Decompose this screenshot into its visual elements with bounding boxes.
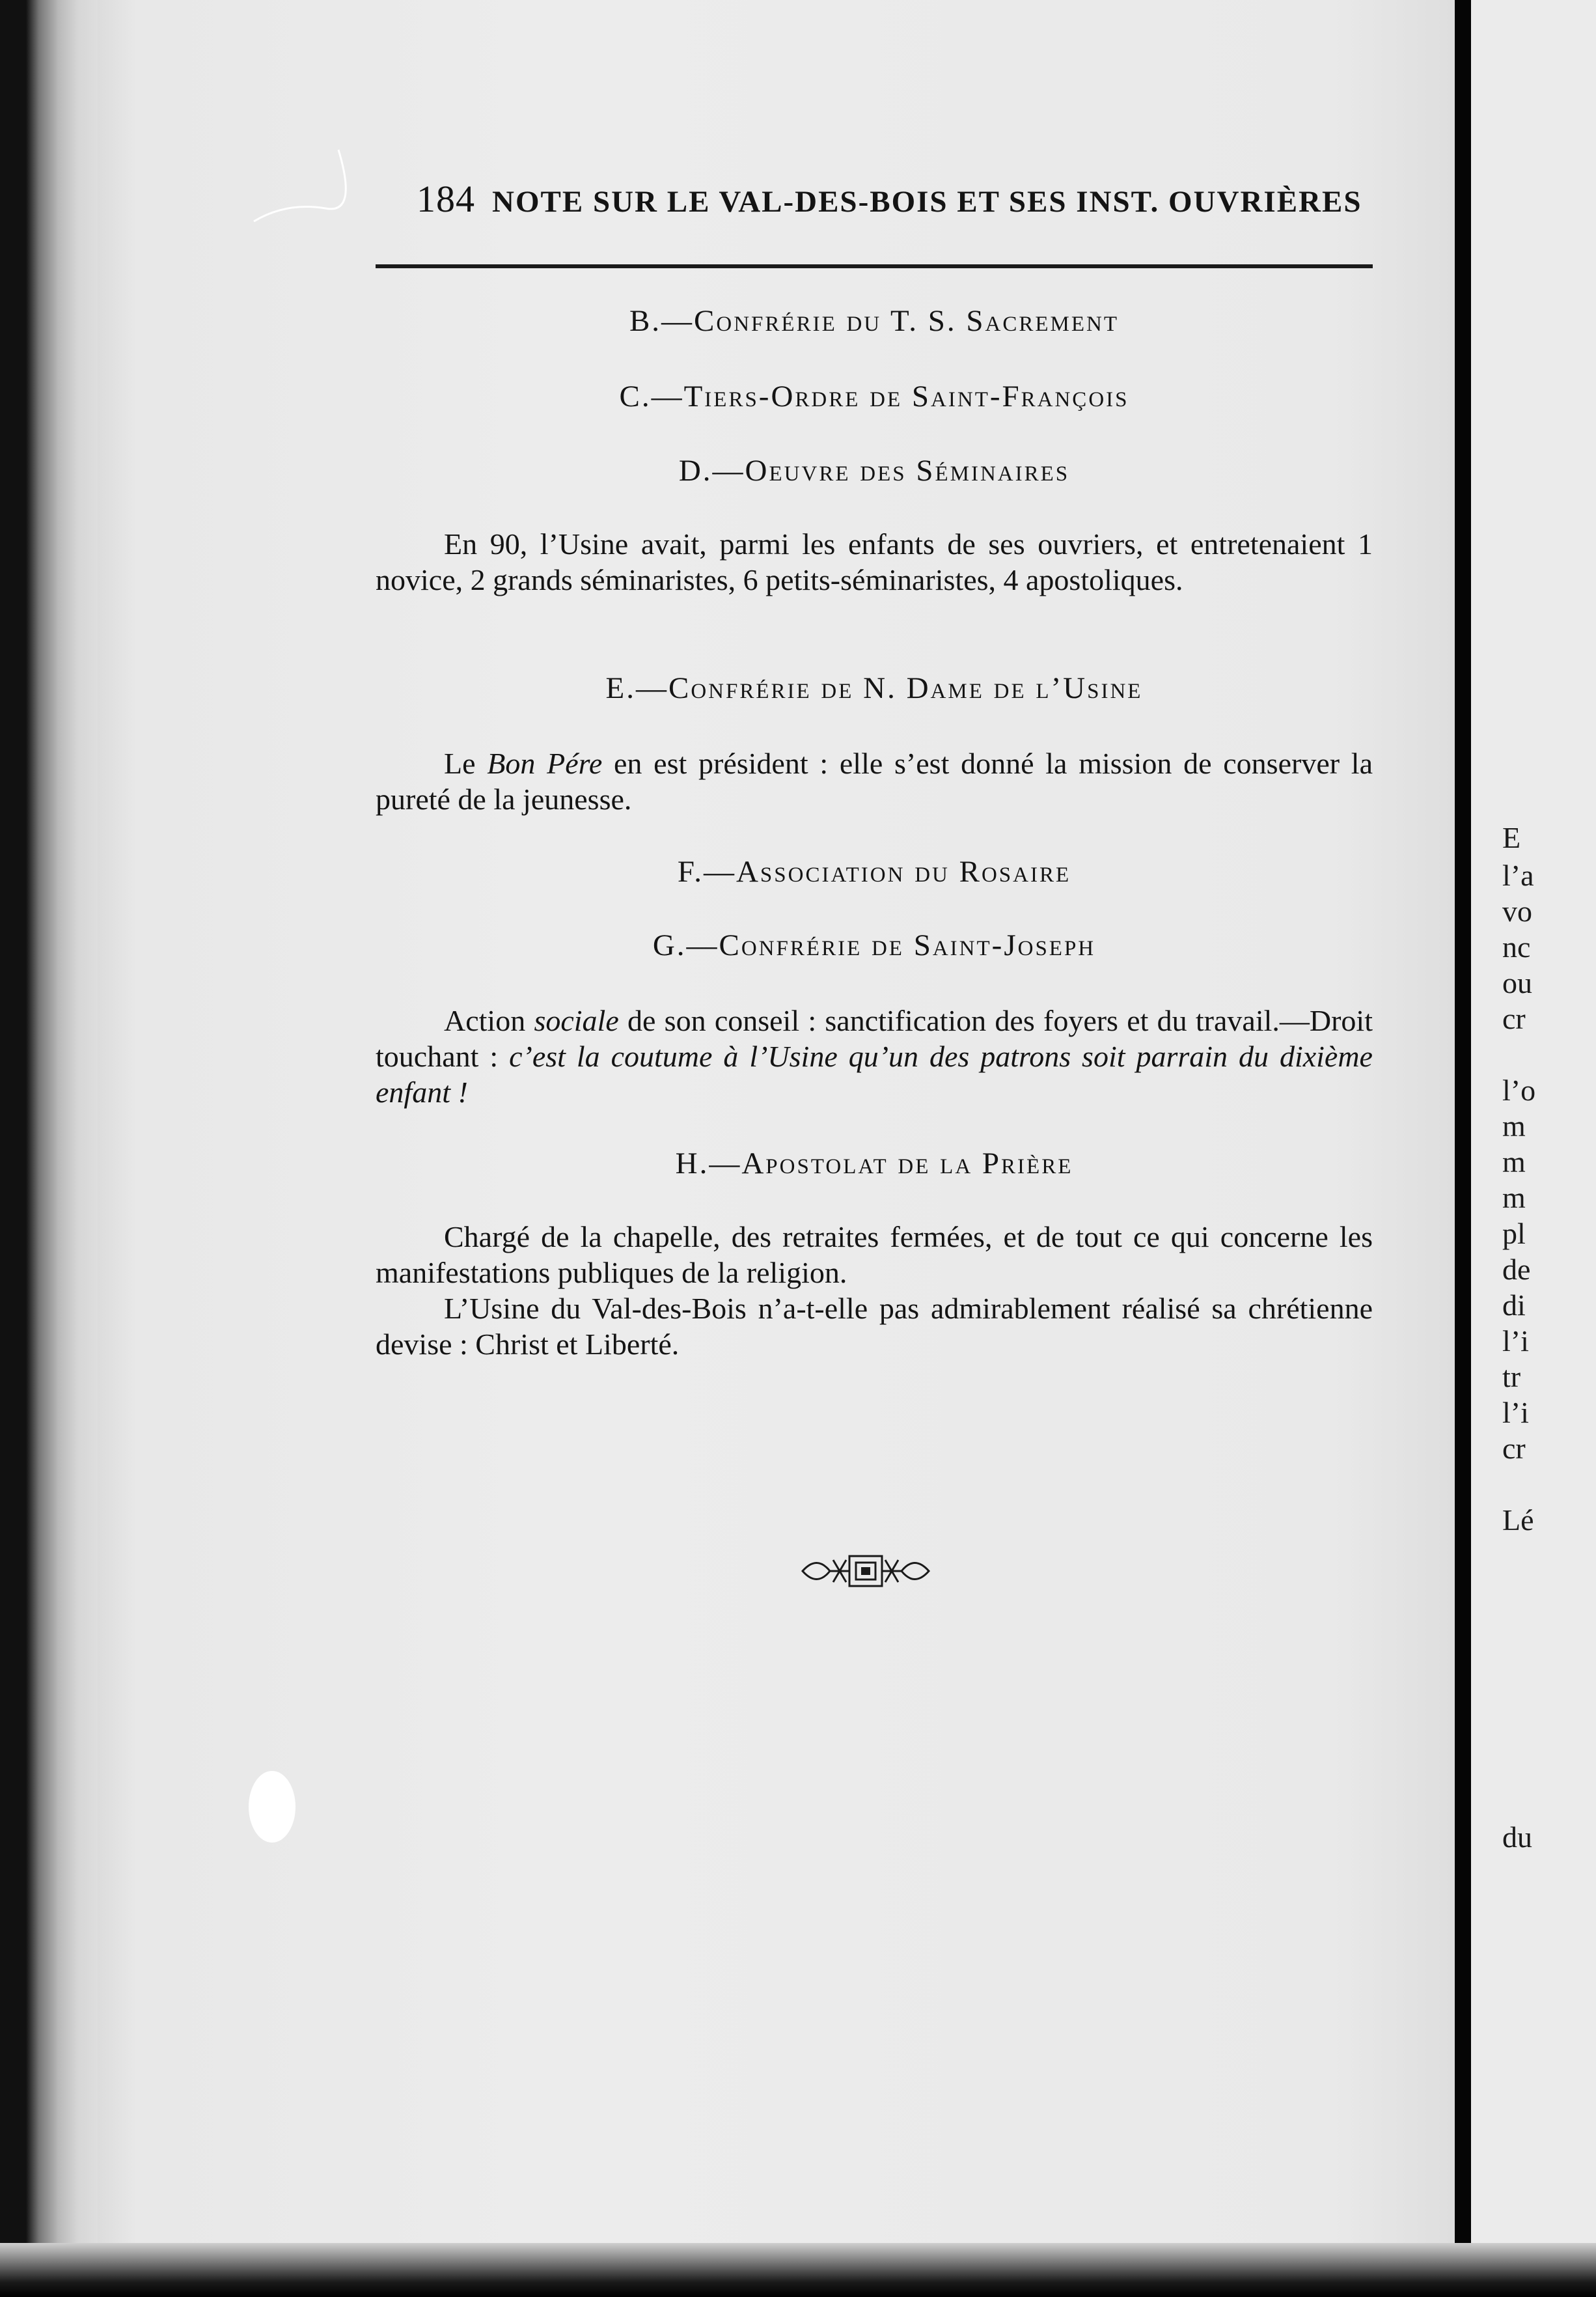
bottom-page-edge	[0, 2243, 1596, 2297]
italic-bon-pere: Bon Pére	[487, 747, 603, 780]
left-page-edge	[0, 0, 98, 2297]
section-heading-d: D.—Oeuvre des Séminaires	[678, 454, 1070, 488]
paragraph-apostolat: Chargé de la chapelle, des retraites fermées, et de tout ce qui concerne les manifestations publiques de la religion.	[376, 1220, 1373, 1289]
page-number: 184	[417, 178, 475, 220]
paragraph-seminaires: En 90, l’Usine avait, parmi les enfants de ses ouvriers, et entretenaient 1 novice, 2 grands séminaristes, 6 petits-séminaristes, 4 apostoliques.	[376, 527, 1373, 596]
italic-coutume: c’est la coutume à l’Usine qu’un des patrons soit parrain du dixième enfant !	[376, 1040, 1373, 1109]
header-rule	[376, 264, 1373, 268]
section-heading-g: G.—Confrérie de Saint-Joseph	[652, 928, 1096, 962]
paragraph-notre-dame: Le Bon Pére en est président : elle s’est donné la mission de conserver la pureté de la jeunesse.	[376, 747, 1373, 816]
paragraph-saint-joseph: Action sociale de son conseil : sanctification des foyers et du travail.—Droit touchant : c’est la coutume à l’Usine qu’un des patrons soit parrain du dixième enfant !	[376, 1004, 1373, 1109]
section-heading-f: F.—Association du Rosaire	[677, 855, 1071, 889]
section-heading-b: B.—Confrérie du T. S. Sacrement	[629, 304, 1120, 338]
section-heading-h: H.—Apostolat de la Prière	[675, 1147, 1073, 1180]
italic-sociale: sociale	[534, 1004, 619, 1037]
section-heading-c: C.—Tiers-Ordre de Saint-François	[619, 380, 1129, 413]
next-page-fragment: E l’a vo nc ou cr l’o m m m pl de di l’i tr l’i cr Lé du	[1471, 0, 1596, 2297]
scan-scratch	[247, 124, 378, 228]
running-header	[417, 177, 1373, 229]
section-heading-e: E.—Confrérie de N. Dame de l’Usine	[605, 671, 1143, 705]
ornament-icon	[797, 1548, 934, 1594]
paragraph-closing: L’Usine du Val-des-Bois n’a-t-elle pas admirablement réalisé sa chrétienne devise : Christ et Liberté.	[376, 1292, 1373, 1361]
scan-speck	[249, 1771, 296, 1843]
page-gutter	[1455, 0, 1471, 2297]
running-title: NOTE SUR LE VAL-DES-BOIS ET SES INST. OUVRIÈRES	[492, 185, 1362, 219]
